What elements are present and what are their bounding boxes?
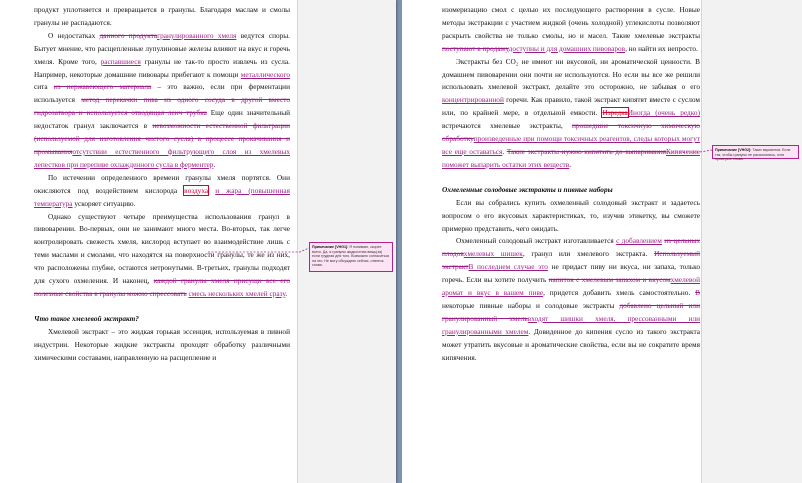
comment-text: Таких вариантов. Если так, чтобы гранулы не рассыпались, хотя проверьте снова. [715,148,791,162]
section-heading: Охмеленные солодовые экстракты и пивные наборы [442,184,613,194]
deletion: каждой гранулы хмеля присущи все его полезные свойства в гранулы можно спрессовать [34,276,290,298]
deletion: добавлено цельный или гранулированный хмель [442,300,700,323]
page-body-right[interactable] [442,4,700,364]
insertion: Кипячение поможет выпарить остатки этих веществ [442,146,700,169]
comment-label: Примечание [VHG1]: [312,245,349,249]
deletion: метод перекачки пива из одного сосуда в другой вместо гидрозатвора и используется отводящая ленч трубка [34,95,290,118]
deletion: прошедшие токсичную химическую обработку [442,121,700,144]
document-page-right [402,0,802,483]
paragraph: Если вы собрались купить охмеленный солодовый экстракт и задаетесь вопросом о его вкусовых характеристиках, то, изучив этикетку, вы сможете примерно представить, чего ожидать. [442,197,700,233]
insertion: входят шишки хмеля, прессованными или гранулированными хмелем [442,313,700,336]
markup-margin-right [701,0,802,483]
paragraph: Экстракты без CO₂ не имеют ни вкусовой, ни ароматической ценности. В домашнем пивоварении они почти не используются. Но если вы все же решили использовать хмелевой экстракт, делайте это осторожно, не забывая о его концентрированной горечи. Как правило, такой экстракт кипятят вместе с суслом или, по крайней мере, в отдельной емкости. ИзредкаИногда (очень редко) встречаются хмелевые экстракты, прошедшие токсичную химическую обработкупроизведенные при помощи токсичных реагентов, следы которых могут все еще оставаться. Такие экстракты нужно кипятить до выпариванияКипячение поможет выпарить остатки этих веществ. [442,56,700,169]
deletion: из нержавеющего материала [53,82,152,92]
insertion: отсутствии естественного фильтрующего слоя из хмелевых лепестков при перепиве охлажденного сусла в ферментер [34,146,290,169]
comment-label: Примечание [VHG2]: [715,148,752,152]
comment-anchor[interactable]: воздуха [184,185,209,195]
insertion: Иногда (очень редко) [627,108,700,118]
insertion: металлического [240,69,290,79]
comment-text: Я понимаю, скорее всего. Да, я гранулы жидкостная вещь(за) если трудная для того. Возможно согласиться на это. Не могу обсуждать сейчас, отвлечь снова. [312,245,390,268]
paragraph: По истечении определенного времени гранулы хмеля портятся. Они окисляются под воздействием кислорода воздуха и жара (повышенная температура ускоряет ситуацию. [34,172,290,208]
deletion: В [695,288,700,298]
paragraph: изомеризацию смол с целью их последующего растворения в сусле. Новые методы экстракции с участием жидкой (очень холодной) углекислоты позволяют раскрыть свойства не только смолы, но и масел. Такие хмелевые экстракты поступают в продажудоступны и для домашних пивоваров, но найти их непросто. [442,5,700,53]
insertion: смесь нескольких хмелей сразу [188,288,286,298]
insertion: и жара (повышенная температура [34,185,290,208]
paragraph: Хмелевой экстракт – это жидкая горькая эссенция, используемая в пивной индустрии. Некоторые жидкие экстракты проходят обработку различными химическими составами, направленную на расщепление и [34,326,290,362]
deletion: Используемый экстракт [442,249,700,272]
insertion: хмелевых шишек [463,249,523,259]
paragraph: О недостатках данного продуктагранулированного хмеля ведутся споры. Бытует мнение, что расщепленные лупулиновые железы влияют на вкус и горечь хмеля. Кроме того, распавшиеся гранулы не так-то просто извлечь из сусла. Например, некоторые домашние пивовары прибегают к помощи металлического сита из нержавеющего материала – это важно, если при ферментации используется метод перекачки пива из одного сосуда в другой вместо гидрозатвора и используется отводящая ленч трубка Еще один значительный недостаток гранул заключается в невозможности естественной фильтрации (используемой для изготовления чистого сусла) в процессе прокачивания и промыванияотсутствии естественного фильтрующего слоя из хмелевых лепестков при перепиве охлажденного сусла в ферментер. [34,30,290,169]
deletion-comment-anchor[interactable]: Изредка [602,108,628,118]
paragraph: продукт уплотняется и превращается в гранулы. Благодаря маслам и смолы гранулы не распадаются. [34,5,290,27]
comment-balloon-right[interactable] [712,145,799,162]
deletion: поступают в продажу [442,43,509,53]
deletion: напиток с хмелевым запахом и вкусом [548,275,671,285]
page-body-left[interactable] [34,4,290,364]
deletion: невозможности естественной фильтрации (используемой для изготовления чистого сусла) в процессе прокачивания и промывания [34,121,290,156]
insertion: В последнем случае это [468,262,548,272]
section-heading: Что такое хмелевой экстракт? [34,313,139,323]
insertion: хмелевой аромат и вкус в вашем пиве [442,275,700,298]
paragraph: Охмеленный солодовый экстракт изготавливается с добавлением из цельных плодовхмелевых шишек, гранул или хмелевого экстракта. Используемый экстрактВ последнем случае это не придаст пиву ни вкуса, ни запаха, только горечь. Если вы хотите получить напиток с хмелевым запахом и вкусомхмелевой аромат и вкус в вашем пиве, придется добавить хмель самостоятельно. В некоторые пивные наборы и солодовые экстракты добавлено цельный или гранулированный хмельвходят шишки хмеля, прессованными или гранулированными хмелем. Довиденное до кипения сусло из такого экстракта может утратить вкусовые и ароматические свойства, если вы не сократите время кипячения. [442,236,701,362]
comment-balloon-left[interactable] [309,242,393,272]
insertion: гранулированного хмеля [157,30,237,40]
insertion: доступны и для домашних пивоваров [508,43,626,53]
insertion: распавшиеся [100,56,141,66]
deletion: Такие экстракты нужно кипятить до выпаривания [506,146,666,156]
insertion: концентрированной [442,95,504,105]
deletion: из цельных плодов [442,236,700,259]
paragraph: Однако существуют четыре преимущества использования гранул в пивоварении. Во-первых, они не занимают много места. Во-вторых, так легче контролировать свежесть хмеля, кислород вступает во взаимодействие лишь с теми маслами и смолами, что находятся на поверхности гранулы, те же из них, что расположены глубже, остаются нетронутыми. В-третьих, гранулы подходят для сухого охмеления. И наконец, каждой гранулы хмеля присущи все его полезные свойства в гранулы можно спрессовать смесь нескольких хмелей сразу. [34,211,290,298]
insertion: произведенные при помощи токсичных реагентов, следы которых могут все еще оставаться [442,134,700,156]
deletion: данного продукта [99,30,158,40]
insertion: с добавлением [616,236,662,246]
